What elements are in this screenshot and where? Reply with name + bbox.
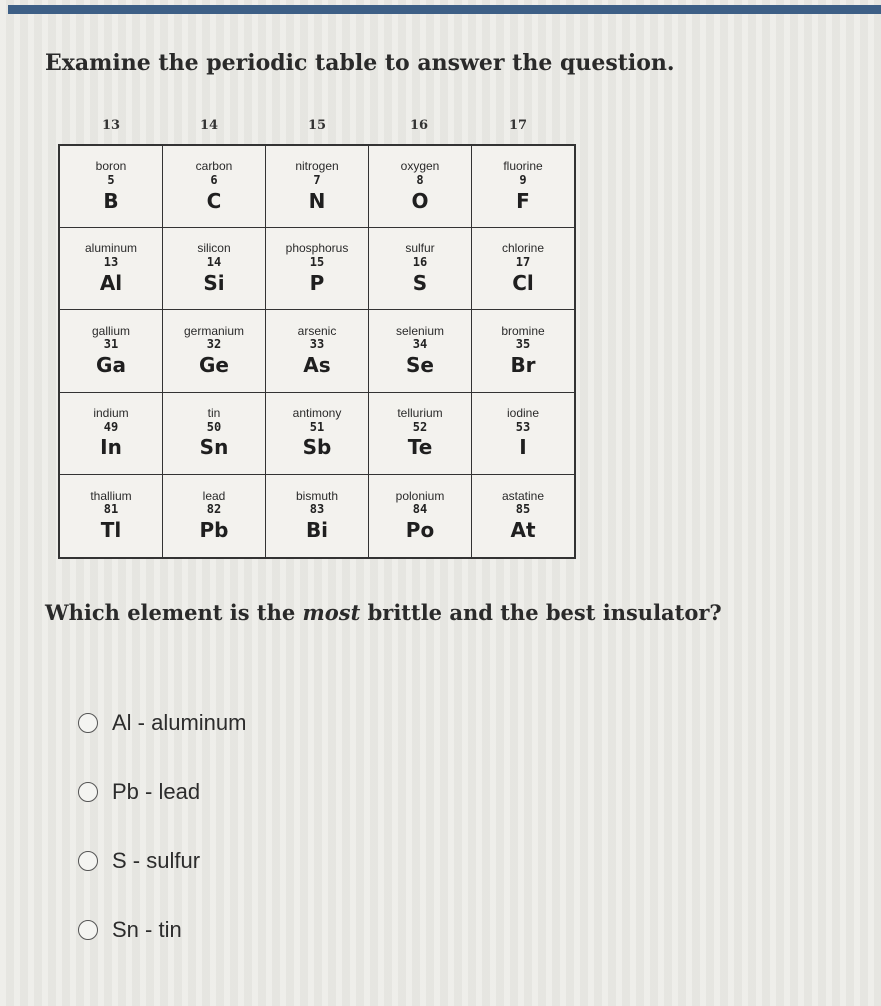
element-cell-boron <box>60 146 163 228</box>
element-name: astatine <box>501 488 545 503</box>
answer-option-label: Pb - lead <box>112 779 201 804</box>
element-cell-bismuth <box>266 475 369 557</box>
atomic-number: 5 <box>107 173 115 188</box>
element-name: silicon <box>197 241 231 256</box>
element-symbol: Te <box>407 435 433 460</box>
group-number-header <box>58 118 576 142</box>
element-symbol: Bi <box>305 518 329 543</box>
atomic-number: 31 <box>103 337 119 352</box>
element-symbol: O <box>411 188 429 213</box>
atomic-number: 81 <box>103 502 119 517</box>
element-symbol: C <box>206 188 222 213</box>
element-name: chlorine <box>501 241 545 256</box>
atomic-number: 13 <box>103 255 119 270</box>
element-symbol: At <box>510 518 536 543</box>
question-text-start: Which element is the <box>45 600 303 625</box>
element-symbol: In <box>100 435 122 460</box>
periodic-table <box>58 144 576 559</box>
answer-option-label: Al - aluminum <box>112 710 247 735</box>
element-symbol: Pb <box>199 518 229 543</box>
element-cell-lead <box>163 475 266 557</box>
atomic-number: 17 <box>515 255 531 270</box>
element-symbol: Cl <box>512 271 534 296</box>
element-cell-silicon <box>163 228 266 310</box>
element-cell-iodine <box>472 393 574 475</box>
element-symbol: As <box>303 353 331 378</box>
element-symbol: Sn <box>199 435 229 460</box>
element-cell-fluorine <box>472 146 574 228</box>
radio-button-icon[interactable] <box>78 713 98 733</box>
element-name: tellurium <box>397 405 443 420</box>
radio-button-icon[interactable] <box>78 851 98 871</box>
element-symbol: Tl <box>100 518 122 543</box>
atomic-number: 82 <box>206 502 222 517</box>
element-symbol: N <box>308 188 326 213</box>
element-symbol: Si <box>203 271 225 296</box>
question-text-end: brittle and the best insulator? <box>360 600 722 625</box>
element-symbol: B <box>103 188 119 213</box>
radio-button-icon[interactable] <box>78 782 98 802</box>
element-name: boron <box>95 159 127 174</box>
element-name: arsenic <box>297 323 337 338</box>
element-cell-nitrogen <box>266 146 369 228</box>
atomic-number: 83 <box>309 502 325 517</box>
element-name: lead <box>202 488 226 503</box>
element-cell-selenium <box>369 310 472 392</box>
atomic-number: 51 <box>309 419 325 434</box>
atomic-number: 33 <box>309 337 325 352</box>
element-name: polonium <box>395 488 445 503</box>
atomic-number: 84 <box>412 502 428 517</box>
group-number: 15 <box>308 118 327 133</box>
atomic-number: 16 <box>412 255 428 270</box>
element-name: fluorine <box>503 159 543 174</box>
element-cell-phosphorus <box>266 228 369 310</box>
answer-option-lead[interactable] <box>78 779 200 805</box>
atomic-number: 15 <box>309 255 325 270</box>
element-cell-oxygen <box>369 146 472 228</box>
atomic-number: 14 <box>206 255 222 270</box>
element-cell-thallium <box>60 475 163 557</box>
element-name: nitrogen <box>295 159 339 174</box>
element-cell-antimony <box>266 393 369 475</box>
element-symbol: Po <box>405 518 435 543</box>
atomic-number: 35 <box>515 337 531 352</box>
element-cell-aluminum <box>60 228 163 310</box>
atomic-number: 85 <box>515 502 531 517</box>
atomic-number: 50 <box>206 419 222 434</box>
element-cell-gallium <box>60 310 163 392</box>
element-name: thallium <box>90 488 132 503</box>
element-cell-chlorine <box>472 228 574 310</box>
element-name: selenium <box>395 323 445 338</box>
element-cell-carbon <box>163 146 266 228</box>
element-name: phosphorus <box>285 241 349 256</box>
group-number: 14 <box>200 118 219 133</box>
element-symbol: Se <box>406 353 434 378</box>
element-cell-bromine <box>472 310 574 392</box>
top-bar <box>8 5 881 14</box>
question-emphasis: most <box>302 600 361 625</box>
element-name: bromine <box>501 323 545 338</box>
atomic-number: 9 <box>519 173 527 188</box>
group-number: 17 <box>509 118 528 133</box>
element-name: bismuth <box>295 488 339 503</box>
element-symbol: Ge <box>199 353 229 378</box>
atomic-number: 32 <box>206 337 222 352</box>
element-name: oxygen <box>400 159 440 174</box>
atomic-number: 53 <box>515 419 531 434</box>
atomic-number: 7 <box>313 173 321 188</box>
atomic-number: 49 <box>103 419 119 434</box>
prompt-text: Examine the periodic table to answer the question. <box>45 50 675 76</box>
element-cell-germanium <box>163 310 266 392</box>
answer-option-label: S - sulfur <box>112 848 201 873</box>
element-cell-tin <box>163 393 266 475</box>
element-symbol: I <box>519 435 527 460</box>
atomic-number: 34 <box>412 337 428 352</box>
element-symbol: Ga <box>96 353 126 378</box>
element-name: gallium <box>91 323 130 338</box>
element-cell-astatine <box>472 475 574 557</box>
element-name: sulfur <box>405 241 435 256</box>
element-symbol: Sb <box>302 435 332 460</box>
atomic-number: 52 <box>412 419 428 434</box>
element-name: aluminum <box>84 241 138 256</box>
group-number: 13 <box>102 118 121 133</box>
group-number: 16 <box>410 118 429 133</box>
element-name: antimony <box>292 405 342 420</box>
element-name: indium <box>93 405 129 420</box>
element-cell-arsenic <box>266 310 369 392</box>
element-symbol: P <box>309 271 325 296</box>
answer-option-tin[interactable] <box>78 917 182 943</box>
element-symbol: Al <box>99 271 123 296</box>
answer-option-label: Sn - tin <box>112 917 182 942</box>
radio-button-icon[interactable] <box>78 920 98 940</box>
atomic-number: 6 <box>210 173 218 188</box>
element-cell-polonium <box>369 475 472 557</box>
element-cell-indium <box>60 393 163 475</box>
element-name: tin <box>207 405 221 420</box>
element-symbol: F <box>516 188 530 213</box>
element-name: germanium <box>183 323 245 338</box>
element-symbol: S <box>412 271 428 296</box>
atomic-number: 8 <box>416 173 424 188</box>
answer-option-sulfur[interactable] <box>78 848 200 874</box>
element-name: carbon <box>195 159 233 174</box>
element-symbol: Br <box>510 353 536 378</box>
answer-option-aluminum[interactable] <box>78 710 246 736</box>
element-cell-tellurium <box>369 393 472 475</box>
element-cell-sulfur <box>369 228 472 310</box>
element-name: iodine <box>506 405 540 420</box>
question-text <box>45 600 722 625</box>
